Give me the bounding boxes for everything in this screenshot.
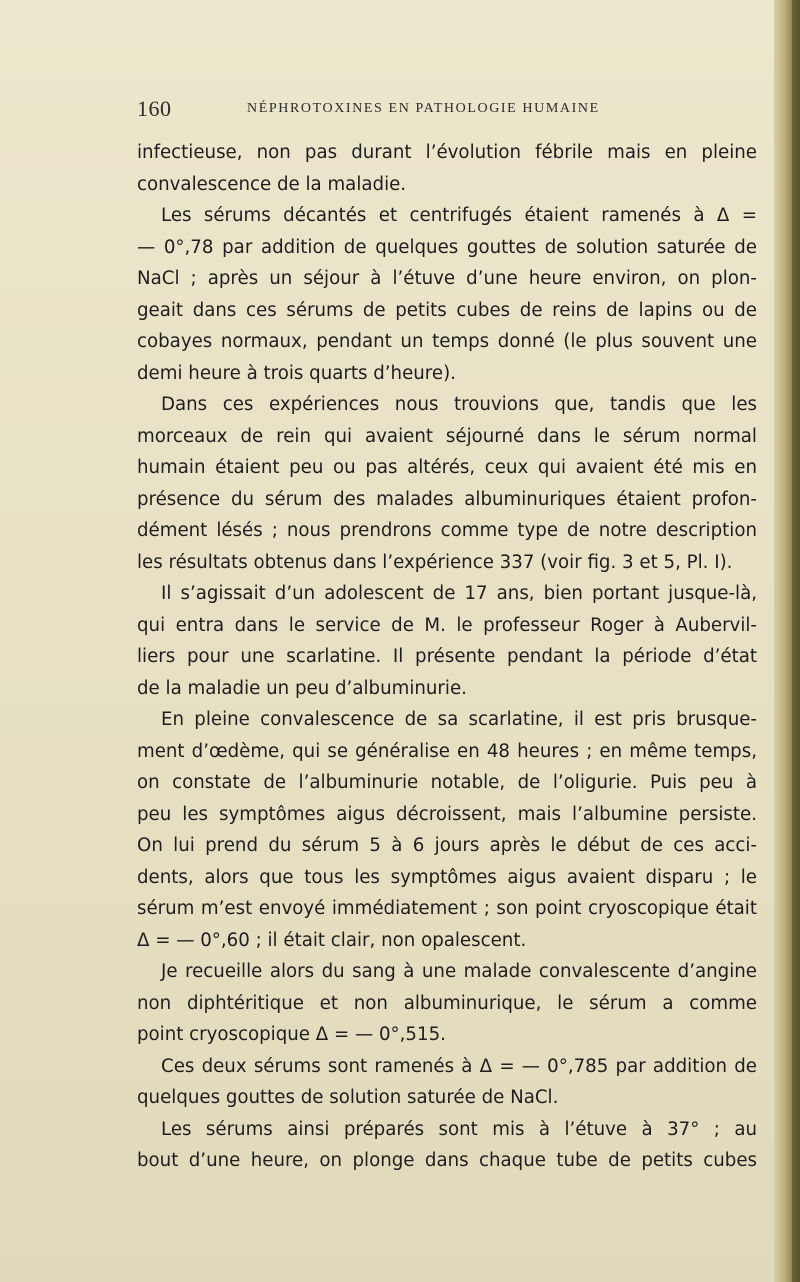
text-line: En pleine convalescence de sa scarlatine, il est pris brusque- [161, 709, 757, 730]
text-line: — 0°,78 par addition de quelques gouttes de solution saturée de [137, 236, 757, 258]
text-line: qui entra dans le service de M. le professeur Roger à Aubervil- [137, 614, 757, 636]
text-line: Je recueille alors du sang à une malade convalescente d’angine [161, 961, 757, 982]
text-line: Les sérums ainsi préparés sont mis à l’étuve à 37° ; au [161, 1118, 757, 1140]
text-line: Dans ces expériences nous trouvions que, tandis que les [161, 394, 757, 415]
text-line: on constate de l’albuminurie notable, de l’oligurie. Puis peu à [137, 772, 757, 793]
text-line: peu les symptômes aigus décroissent, mais l’albumine persiste. [137, 803, 757, 825]
text-line: présence du sérum des malades albuminuriques étaient profon- [137, 488, 757, 510]
text-line: dents, alors que tous les symptômes aigus avaient disparu ; le [137, 866, 757, 888]
text-line: convalescence de la maladie. [137, 173, 407, 195]
text-line: humain étaient peu ou pas altérés, ceux qui avaient été mis en [137, 457, 757, 478]
text-line: demi heure à trois quarts d’heure). [137, 362, 456, 384]
text-line: morceaux de rein qui avaient séjourné dans le sérum normal [137, 425, 757, 447]
text-line: Les sérums décantés et centrifugés étaient ramenés à Δ = [161, 205, 757, 226]
text-line: Δ = — 0°,60 ; il était clair, non opalescent. [137, 929, 527, 951]
text-line: liers pour une scarlatine. Il présente pendant la période d’état [137, 646, 757, 667]
page-edge-binding [792, 0, 800, 1282]
body-text [137, 137, 757, 1177]
text-line: On lui prend du sérum 5 à 6 jours après le début de ces acci- [137, 835, 757, 856]
text-line: geait dans ces sérums de petits cubes de reins de lapins ou de [137, 299, 757, 321]
text-line: Il s’agissait d’un adolescent de 17 ans, bien portant jusque-là, [161, 583, 757, 604]
text-line: sérum m’est envoyé immédiatement ; son point cryoscopique était [137, 898, 757, 919]
page-number: 160 [137, 96, 172, 121]
text-line: non diphtéritique et non albuminurique, le sérum a comme [137, 992, 757, 1014]
text-line: Ces deux sérums sont ramenés à Δ = — 0°,785 par addition de [161, 1055, 757, 1077]
text-line: quelques gouttes de solution saturée de NaCl. [137, 1087, 559, 1108]
text-line: infectieuse, non pas durant l’évolution fébrile mais en pleine [137, 142, 757, 163]
text-line: de la maladie un peu d’albuminurie. [137, 677, 467, 699]
text-line: ment d’œdème, qui se généralise en 48 heures ; en même temps, [137, 740, 757, 762]
text-line: bout d’une heure, on plonge dans chaque tube de petits cubes [137, 1150, 757, 1171]
running-title: NÉPHROTOXINES EN PATHOLOGIE HUMAINE [247, 101, 600, 116]
text-line: NaCl ; après un séjour à l’étuve d’une heure environ, on plon- [137, 268, 757, 289]
text-line: les résultats obtenus dans l’expérience 337 (voir fig. 3 et 5, Pl. I). [137, 551, 733, 573]
text-line: point cryoscopique Δ = — 0°,515. [137, 1024, 446, 1045]
text-line: cobayes normaux, pendant un temps donné (le plus souvent une [137, 331, 757, 352]
text-line: dément lésés ; nous prendrons comme type de notre description [137, 520, 757, 541]
page-header [137, 96, 777, 126]
